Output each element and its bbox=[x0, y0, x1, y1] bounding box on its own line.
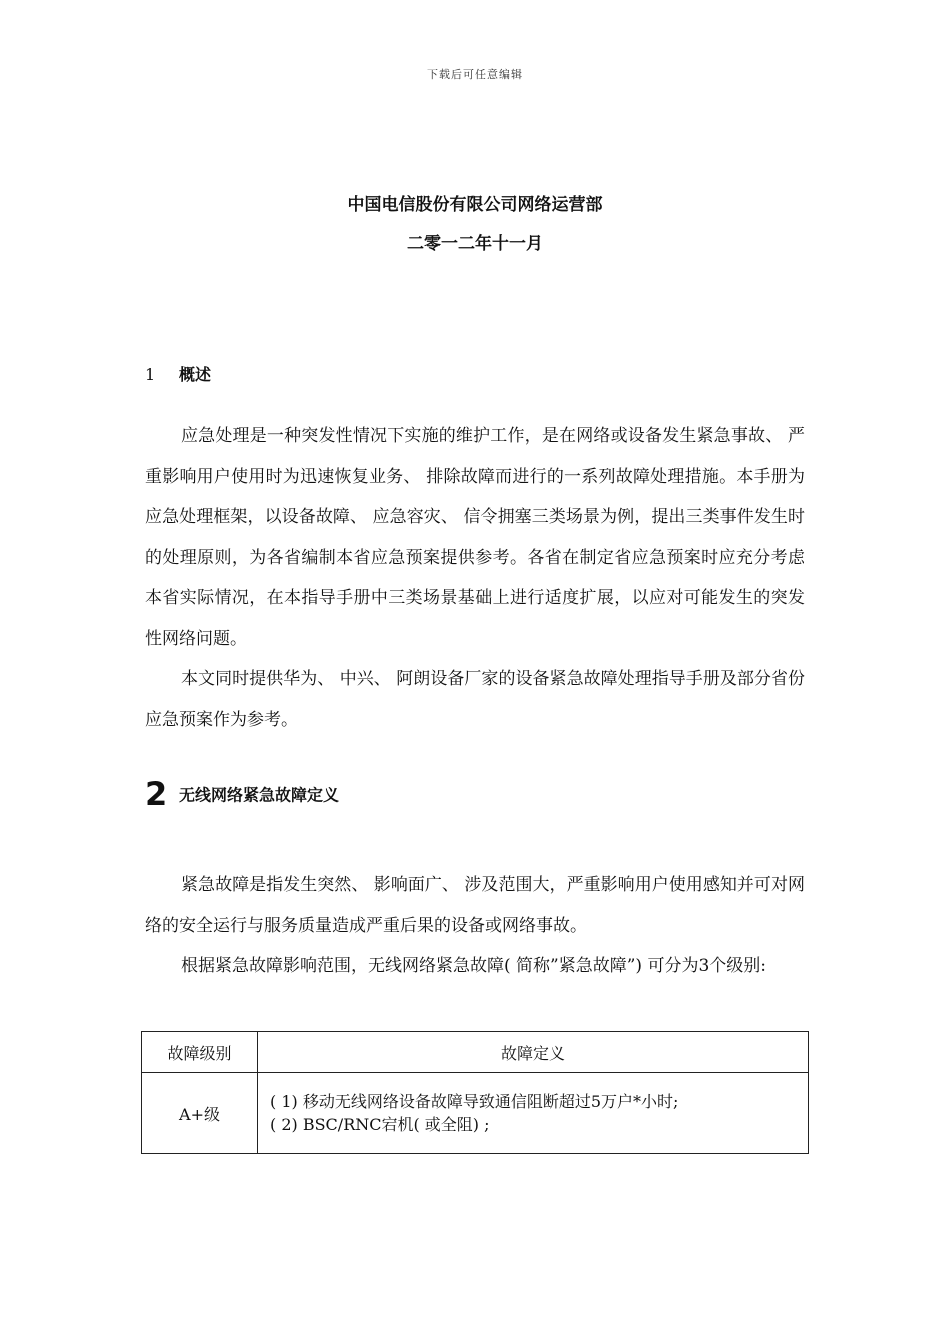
page-header-note: 下载后可任意编辑 bbox=[427, 68, 523, 81]
section-1-heading bbox=[145, 362, 211, 385]
definition-line: ( 2) BSC/RNC宕机( 或全阻) ; bbox=[270, 1115, 490, 1134]
table-header-level: 故障级别 bbox=[142, 1032, 258, 1073]
table-header-row bbox=[142, 1032, 809, 1073]
table-row bbox=[142, 1073, 809, 1154]
section-1-paragraph-1: 应急处理是一种突发性情况下实施的维护工作，是在网络或设备发生紧急事故、 严重影响用户使用时为迅速恢复业务、 排除故障而进行的一系列故障处理措施。本手册为应急处理框架，以设备故障、 应急容灾、 信令拥塞三类场景为例，提出三类事件发生时的处理原则，为各省编制本省应急预案提供参考。各省在制定省应急预案时应充分考虑本省实际情况，在本指导手册中三类场景基础上进行适度扩展，以应对可能发生的突发性网络问题。 bbox=[145, 426, 805, 649]
section-2-number: 2 bbox=[145, 775, 168, 813]
section-1-paragraph-2: 本文同时提供华为、 中兴、 阿朗设备厂家的设备紧急故障处理指导手册及部分省份应急预案作为参考。 bbox=[145, 669, 805, 730]
table-cell-level: A+级 bbox=[142, 1073, 258, 1154]
table-header-definition: 故障定义 bbox=[258, 1032, 809, 1073]
fault-level-table bbox=[141, 1031, 809, 1154]
section-2-paragraph-2: 根据紧急故障影响范围，无线网络紧急故障( 简称”紧急故障”) 可分为3个级别: bbox=[181, 956, 766, 976]
section-2-heading bbox=[145, 775, 339, 813]
definition-line: ( 1) 移动无线网络设备故障导致通信阻断超过5万户*小时; bbox=[270, 1092, 679, 1111]
section-2-title: 无线网络紧急故障定义 bbox=[179, 785, 340, 805]
section-1-number: 1 bbox=[145, 365, 156, 384]
cover-date: 二零一二年十一月 bbox=[407, 234, 543, 254]
cover-organization: 中国电信股份有限公司网络运营部 bbox=[347, 195, 603, 215]
section-2-paragraph-1: 紧急故障是指发生突然、 影响面广、 涉及范围大，严重影响用户使用感知并可对网络的安全运行与服务质量造成严重后果的设备或网络事故。 bbox=[145, 875, 805, 936]
table-cell-definition bbox=[258, 1073, 809, 1154]
section-1-title: 概述 bbox=[179, 365, 212, 384]
